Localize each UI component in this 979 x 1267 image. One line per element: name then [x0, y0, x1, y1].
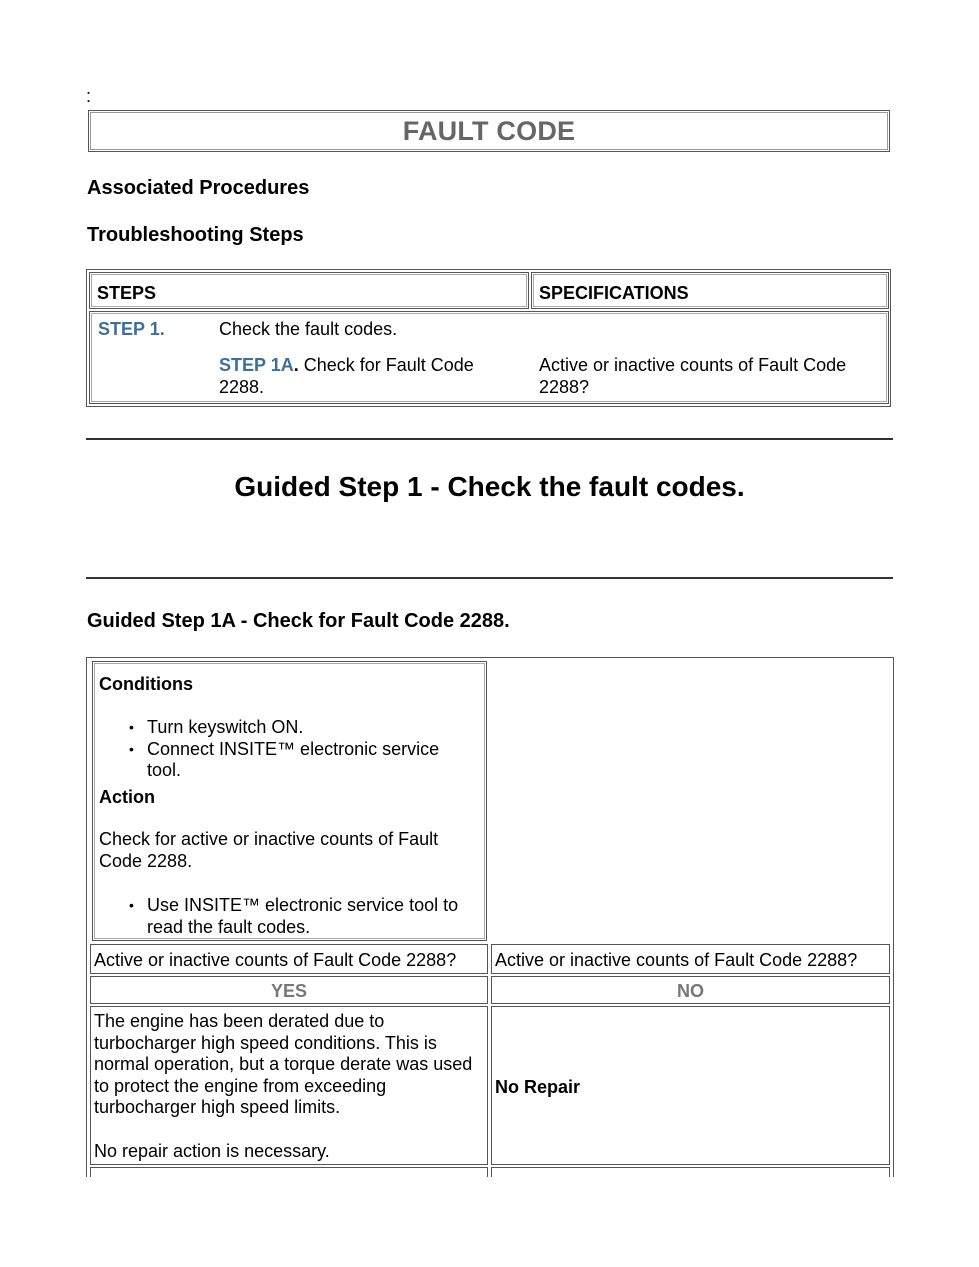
troubleshooting-steps-heading: Troubleshooting Steps	[87, 224, 304, 246]
step1-link[interactable]: STEP 1.	[98, 319, 165, 339]
specifications-header-cell	[531, 272, 889, 309]
question-left: Active or inactive counts of Fault Code 2288?	[94, 950, 457, 970]
fault-code-banner	[88, 110, 890, 152]
question-right-cell	[491, 944, 890, 974]
associated-procedures-heading: Associated Procedures	[87, 177, 310, 199]
question-right: Active or inactive counts of Fault Code 2288?	[495, 950, 858, 970]
steps-header-cell	[89, 272, 529, 309]
fault-code-title: FAULT CODE	[402, 115, 576, 146]
no-cell	[491, 976, 890, 1004]
action-text: Check for active or inactive counts of Fault Code 2288.	[99, 829, 439, 871]
action-bullet-item: • Use INSITE™ electronic service tool to read the fault codes.	[99, 895, 484, 938]
action-heading: Action	[99, 787, 155, 807]
step1a-text-line1: Check for Fault Code	[298, 355, 474, 375]
specifications-column-header: SPECIFICATIONS	[539, 283, 689, 303]
divider-bottom	[86, 577, 893, 579]
yes-result-para1: The engine has been derated due to turbocharger high speed conditions. This is normal operation, but a torque derate was used to protect the engine from exceeding turbocharger high speed limits.	[94, 1011, 473, 1117]
page-colon: :	[86, 86, 92, 106]
no-result: No Repair	[495, 1077, 581, 1097]
step1a-text-line2: 2288.	[219, 377, 265, 397]
step1a-spec-line1: Active or inactive counts of Fault Code	[539, 355, 847, 375]
guided-step1a-title: Guided Step 1A - Check for Fault Code 2288.	[87, 610, 510, 632]
condition-item: • Turn keyswitch ON.	[99, 717, 484, 739]
action-bullets	[99, 895, 484, 938]
yes-result-cell	[90, 1006, 488, 1165]
step1a-text-block	[219, 354, 519, 398]
steps-table	[86, 269, 891, 407]
step1a-spec-line2: 2288?	[539, 377, 590, 397]
step1a-link[interactable]: STEP 1A	[219, 355, 294, 375]
step1a-spec	[539, 354, 884, 398]
divider-top	[86, 438, 893, 440]
guided-step1-title: Guided Step 1 - Check the fault codes.	[234, 471, 745, 502]
step1-row	[89, 311, 889, 404]
condition-item: • Connect INSITE™ electronic service tool.	[99, 739, 484, 782]
conditions-heading: Conditions	[99, 674, 193, 694]
conditions-list	[99, 717, 484, 782]
yes-result-para2: No repair action is necessary.	[94, 1141, 330, 1161]
no-result-cell	[491, 1006, 890, 1165]
page-bottom-margin	[0, 1177, 979, 1267]
conditions-action-cell	[92, 661, 487, 941]
step1-text: Check the fault codes.	[219, 319, 398, 339]
yes-cell	[90, 976, 488, 1004]
step1a-dot: .	[293, 355, 299, 375]
no-label: NO	[677, 981, 704, 1001]
steps-column-header: STEPS	[97, 283, 157, 303]
yes-label: YES	[270, 981, 308, 1001]
question-left-cell	[90, 944, 488, 974]
